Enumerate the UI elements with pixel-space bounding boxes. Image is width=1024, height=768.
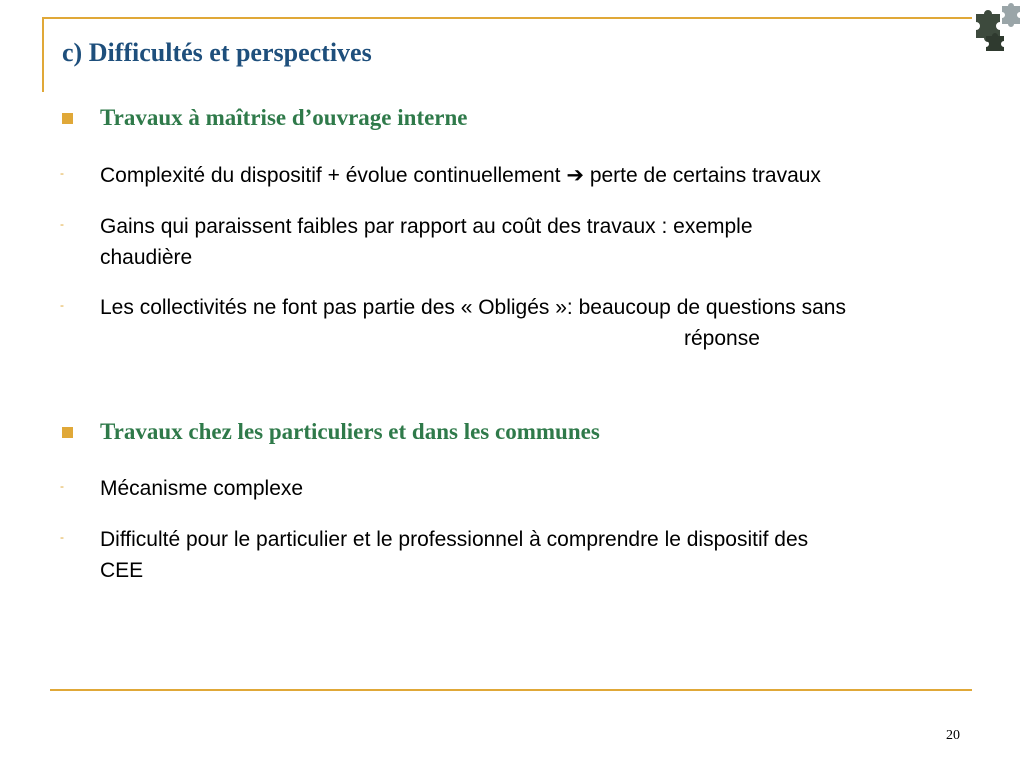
section-heading-private-works: [62, 419, 600, 445]
list-item-line: Mécanisme complexe: [100, 477, 304, 500]
slide-title: c) Difficultés et perspectives: [62, 38, 372, 67]
list-item-line: CEE: [100, 559, 144, 582]
arrow-right-icon: ➔: [566, 163, 584, 187]
list-item-line: réponse: [684, 327, 760, 350]
list-item-line: Complexité du dispositif + évolue continuellement: [100, 164, 561, 187]
section-heading-text: Travaux chez les particuliers et dans les communes: [100, 419, 600, 444]
square-bullet-icon: [62, 427, 73, 438]
list-item-line: chaudière: [100, 246, 193, 269]
top-rule: [42, 17, 972, 19]
dash-bullet: -: [60, 479, 64, 493]
dash-bullet: -: [60, 298, 64, 312]
dash-bullet: -: [60, 166, 64, 180]
dash-bullet: -: [60, 217, 64, 231]
dash-bullet: -: [60, 530, 64, 544]
list-item-line: Difficulté pour le particulier et le professionnel à comprendre le dispositif des: [100, 528, 809, 551]
list-item-text: [100, 160, 821, 191]
bottom-rule: [50, 689, 972, 691]
square-bullet-icon: [62, 113, 73, 124]
section-heading-text: Travaux à maîtrise d’ouvrage interne: [100, 105, 468, 130]
left-rule: [42, 17, 44, 92]
list-item-line: Les collectivités ne font pas partie des « Obligés »: beaucoup de questions sans: [100, 296, 846, 319]
section-heading-internal-works: [62, 105, 468, 131]
list-item-line: Gains qui paraissent faibles par rapport au coût des travaux : exemple: [100, 215, 753, 238]
list-item-line-rest: perte de certains travaux: [589, 164, 821, 187]
page-number: 20: [946, 728, 960, 743]
puzzle-pieces-icon: [972, 2, 1022, 52]
